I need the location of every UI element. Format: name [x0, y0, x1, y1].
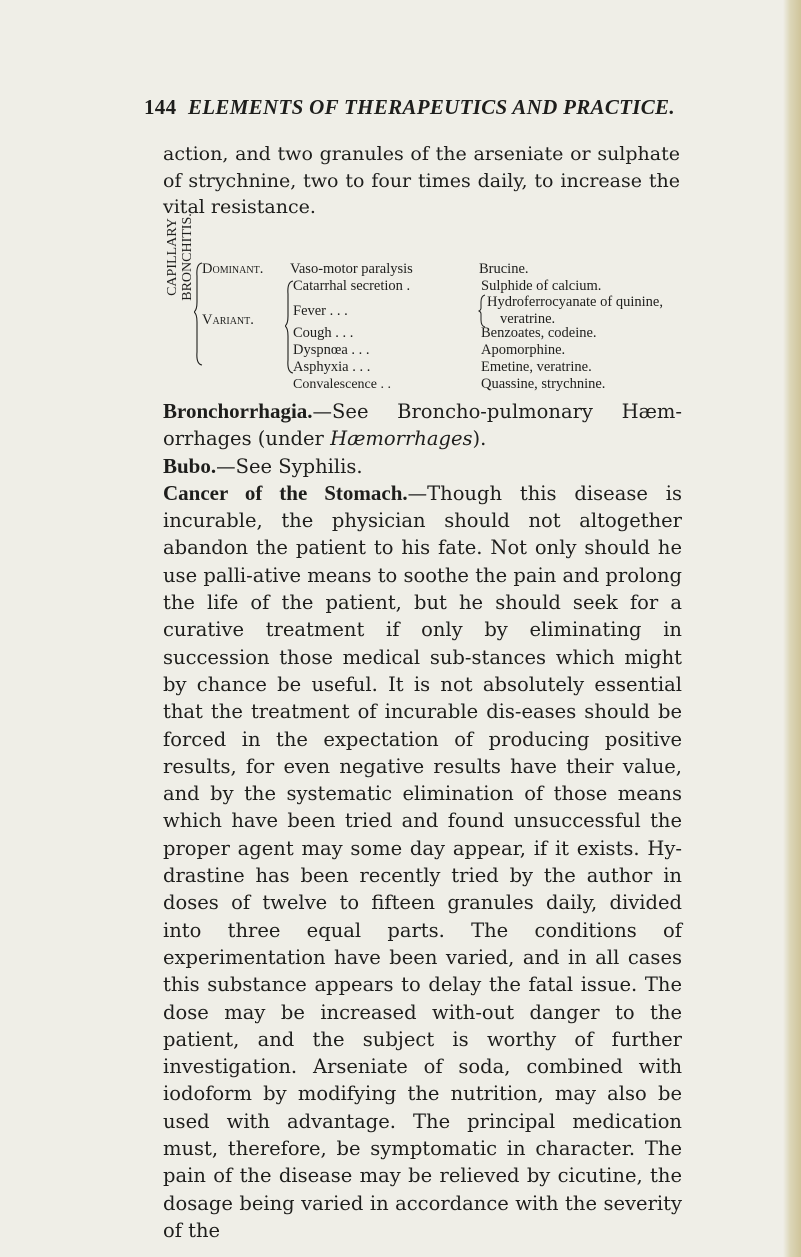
remedy-row-2: Sulphide of calcium.	[481, 278, 602, 294]
remedy-row-4: Benzoates, codeine.	[481, 325, 597, 341]
entry-heading: Bronchorrhagia.	[163, 399, 313, 423]
remedy-brace	[478, 294, 486, 328]
symptom-row-4: Cough . . .	[293, 325, 354, 341]
remedy-row-6: Emetine, veratrine.	[481, 359, 592, 375]
dominant-label: Dominant.	[202, 261, 264, 277]
entry-bronchorrhagia	[163, 398, 682, 453]
symptom-row-5: Dyspnœa . . .	[293, 342, 370, 358]
entry-heading: Cancer of the Stomach.	[163, 480, 408, 505]
symptom-row-1: Vaso-motor paralysis	[290, 261, 413, 277]
intro-paragraph: action, and two granules of the arseniate or sulphate of strychnine, two to four times daily, to increase the vital resistance.	[163, 143, 680, 218]
running-title: ELEMENTS OF THERAPEUTICS AND PRACTICE.	[187, 95, 675, 119]
symptom-row-2: Catarrhal secretion .	[293, 278, 411, 294]
symptom-row-7: Convalescence . .	[293, 377, 391, 392]
running-header	[144, 95, 675, 120]
table-side-label	[165, 209, 195, 305]
entry-heading: Bubo.	[163, 453, 217, 478]
entry-text: —See Syphilis.	[216, 454, 363, 478]
remedy-row-7: Quassine, strychnine.	[481, 376, 606, 392]
remedy-row-1: Brucine.	[479, 261, 529, 277]
remedy-row-5: Apomorphine.	[481, 342, 566, 358]
entry-bubo	[163, 453, 682, 480]
entry-text: —See Broncho-pulmonary Hæm-orrhages (under	[163, 400, 682, 451]
entry-text: —Though this disease is incurable, the physician should not altogether abandon the patient to his fate. Not only should he use palli-ative means to soothe the pain and prolong the life of the patient, but he should seek for a curative treatment if only by eliminating in succession those medical sub-stances which might by chance be useful. It is not absolutely essential that the treatment of incurable dis-eases should be forced in the expectation of producing positive results, for even negative results have their value, and by the systematic elimination of those means which have been tried and found unsuccessful the proper agent may some day appear, if it exists. Hy-drastine has been recently tried by the author in doses of twelve to fifteen granules daily, divided into three equal parts. The conditions of experimentation have been varied, and in all cases this substance appears to delay the fatal issue. The dose may be increased with-out danger to the patient, and the subject is worthy of further investigation. Arseniate of soda, combined with iodoform by modifying the nutrition, may also be used with advantage. The principal medication must, therefore, be symptomatic in character. The pain of the disease may be relieved by cicutine, the dosage being varied in accordance with the severity of the	[163, 481, 682, 1242]
entry-text-end: ).	[472, 427, 487, 451]
page-number: 144	[144, 95, 177, 119]
symptom-row-6: Asphyxia . . .	[293, 359, 371, 375]
symptom-row-3: Fever . . .	[293, 303, 348, 319]
body-text	[163, 398, 682, 1244]
side-label-capillary: CAPILLARY	[165, 218, 180, 296]
entry-italic: Hæmorrhages	[330, 427, 473, 451]
variant-label: Variant.	[202, 312, 254, 328]
entry-cancer	[163, 480, 682, 1244]
side-label-bronchitis: BRONCHITIS.	[180, 213, 195, 301]
page-edge-shadow	[783, 0, 801, 1257]
remedy-row-3-cont: veratrine.	[500, 311, 556, 327]
remedy-row-3: Hydroferrocyanate of quinine,	[487, 294, 663, 310]
